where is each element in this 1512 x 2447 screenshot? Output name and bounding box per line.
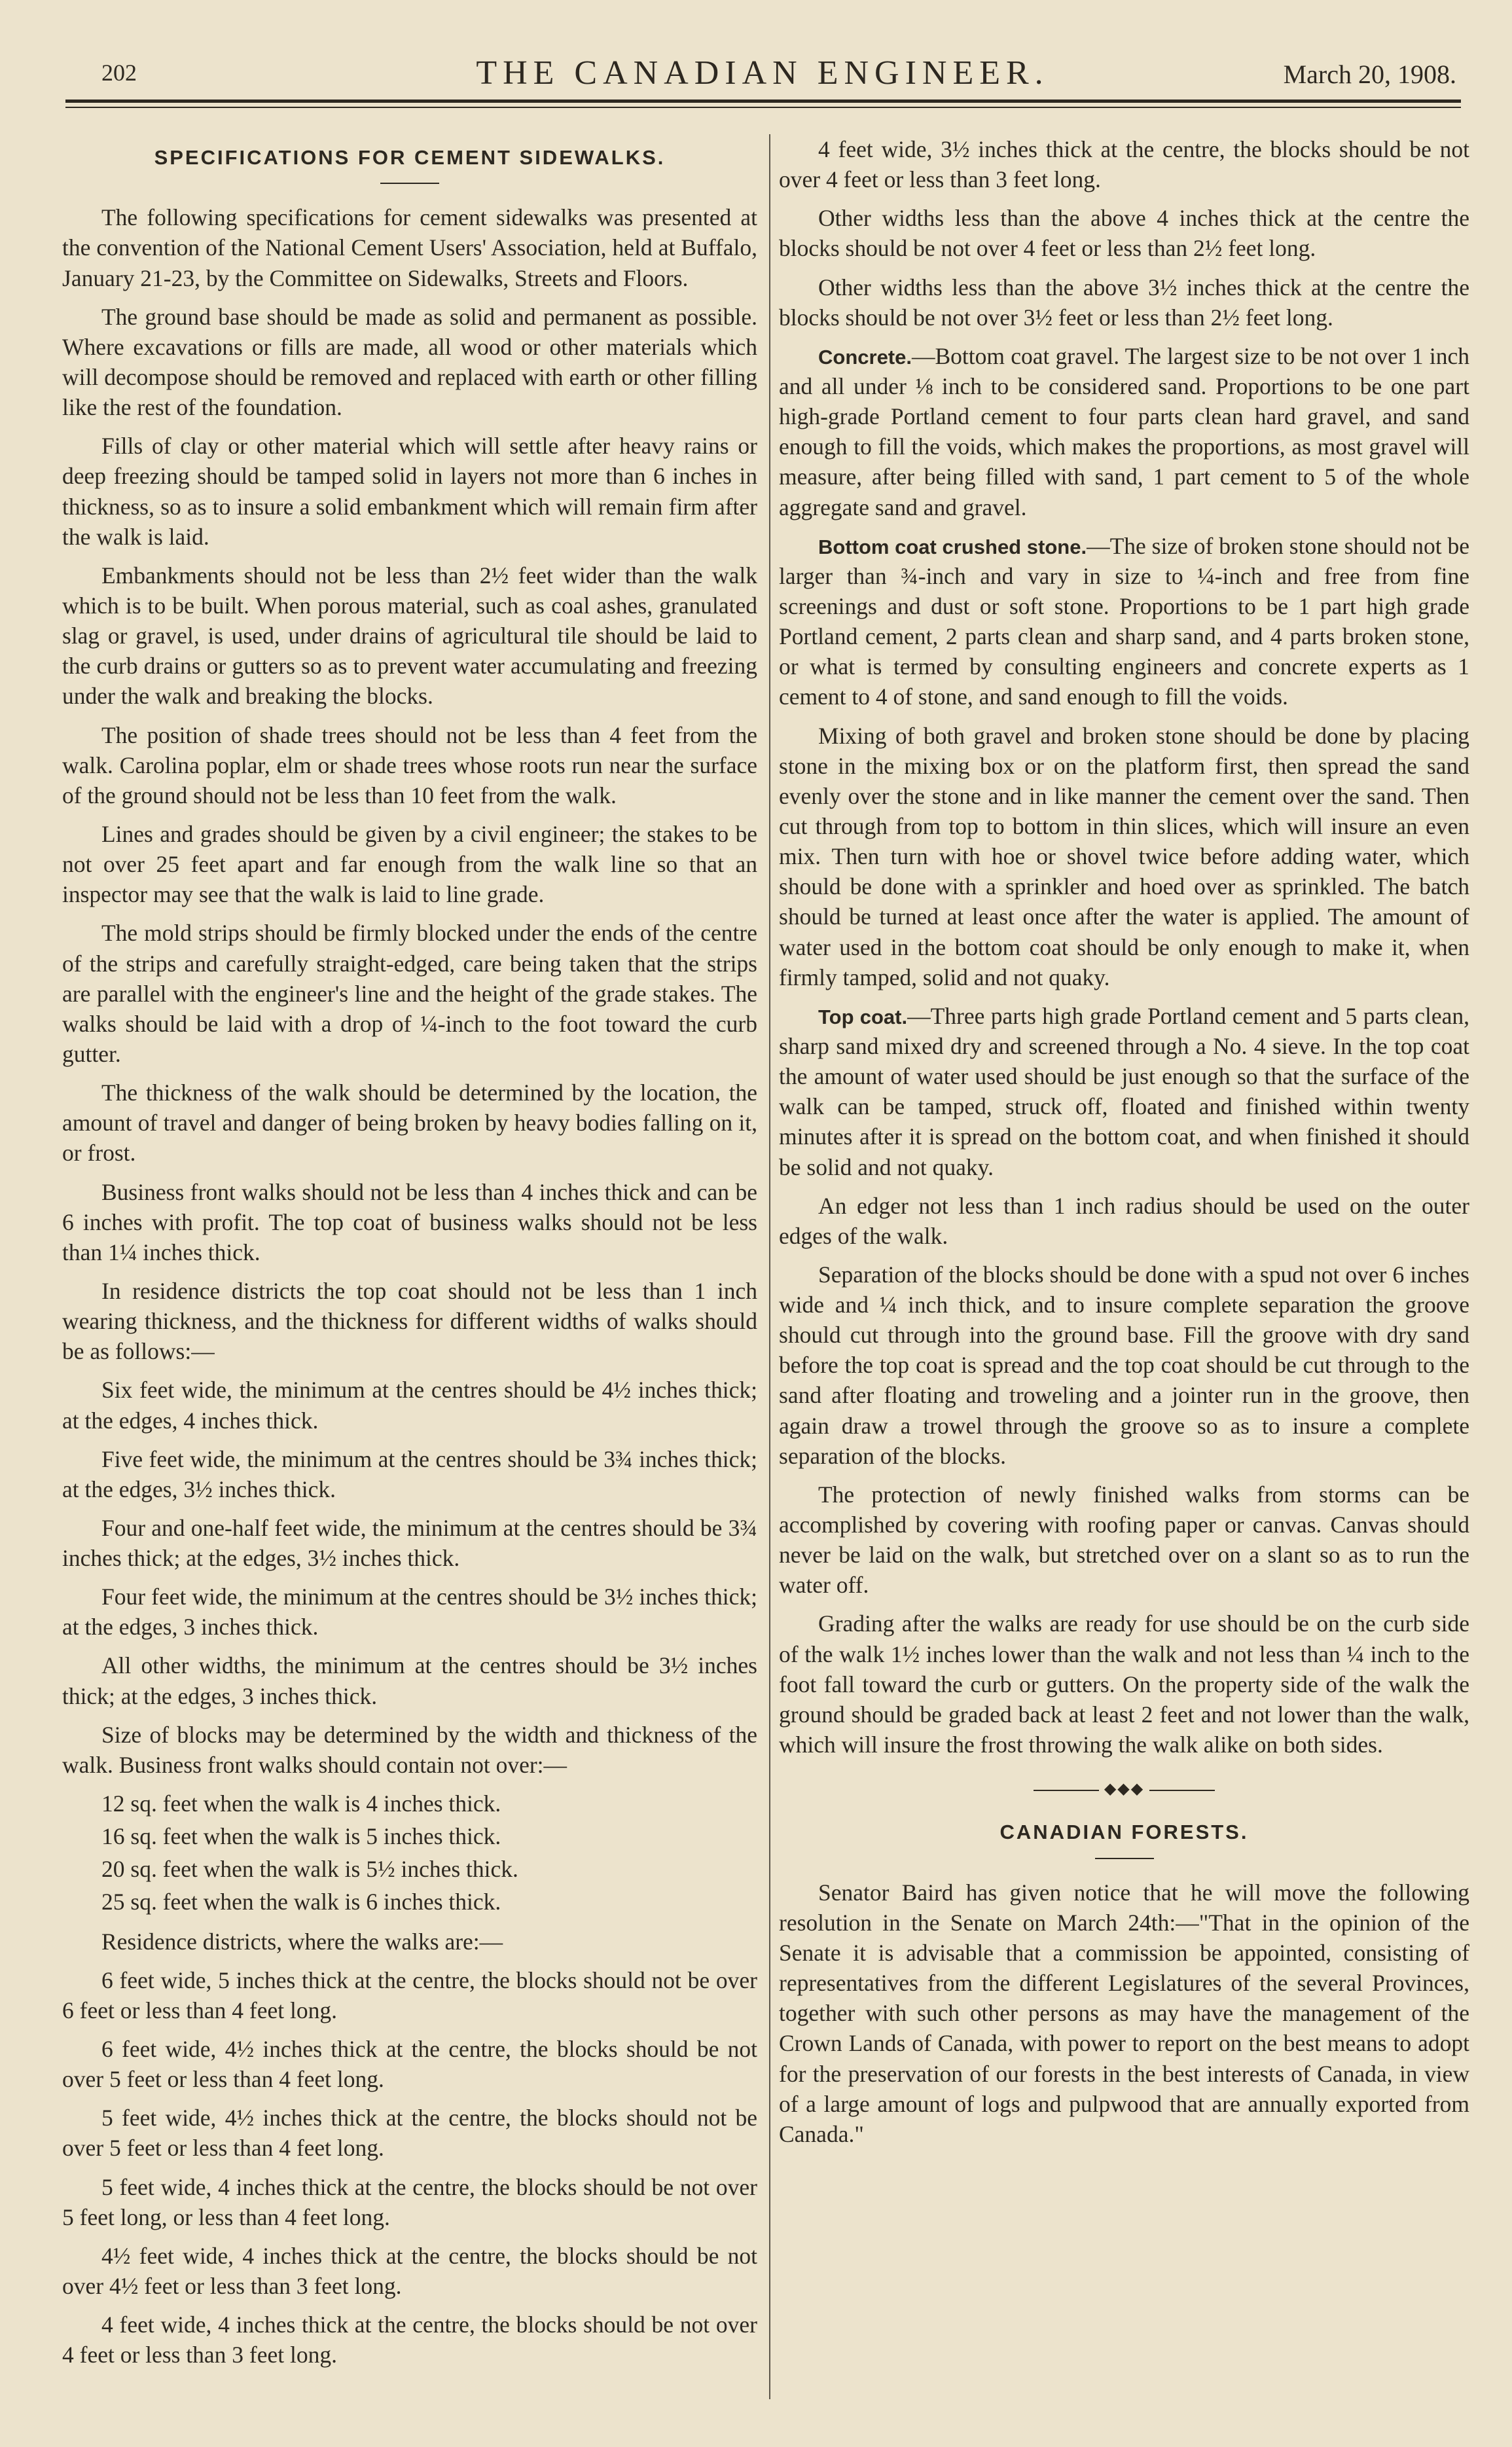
paragraph-bottom-coat <box>779 531 1469 712</box>
paragraph: Six feet wide, the minimum at the centres should be 4½ inches thick; at the edges, 4 inches thick. <box>62 1377 757 1434</box>
paragraph: Four and one-half feet wide, the minimum at the centres should be 3¾ inches thick; at the edges, 3½ inches thick. <box>62 1514 757 1572</box>
paragraph: The following specifications for cement sidewalks was presented at the convention of the National Cement Users' Association, held at Buffalo, January 21-23, by the Committee on Sidewalks, Streets and Floors. <box>62 204 757 291</box>
paragraph: 4½ feet wide, 4 inches thick at the centre, the blocks should be not over 4½ feet or less than 3 feet long. <box>62 2242 757 2300</box>
paragraph: Five feet wide, the minimum at the centres should be 3¾ inches thick; at the edges, 3½ inches thick. <box>62 1445 757 1502</box>
paragraph: The mold strips should be firmly blocked under the ends of the centre of the strips and carefully straight-edged, care being taken that the strips are parallel with the engineer's line and the height of the grade stakes. The walks should be laid with a drop of ¼-inch to the foot toward the curb gutter. <box>62 920 757 1067</box>
header-rule-thin <box>65 107 1461 108</box>
paragraph: Residence districts, where the walks are:— <box>101 1928 503 1955</box>
list-item: 12 sq. feet when the walk is 4 inches thick. <box>101 1790 501 1817</box>
paragraph: 6 feet wide, 4½ inches thick at the centre, the blocks should be not over 5 feet or less than 4 feet long. <box>62 2036 757 2093</box>
run-in-heading: Concrete. <box>818 345 912 369</box>
issue-date: March 20, 1908. <box>1283 60 1456 89</box>
paragraph-text: —Bottom coat gravel. The largest size to be not over 1 inch and all under ⅛ inch to be considered sand. Proportions to be one part high-grade Portland cement to four parts clean hard gravel, and sand enough to fill the voids, which makes the proportions, as most gravel will measure, after being filled with sand, 1 part cement to 5 of the whole aggregate sand and gravel. <box>779 342 1469 520</box>
run-in-heading: Top coat. <box>818 1005 908 1028</box>
journal-title: THE CANADIAN ENGINEER. <box>476 54 1049 92</box>
paragraph-top-coat <box>779 1001 1469 1182</box>
paragraph: 4 feet wide, 3½ inches thick at the centre, the blocks should be not over 4 feet or less than 3 feet long. <box>779 136 1469 193</box>
paragraph-text: —The size of broken stone should not be larger than ¾-inch and vary in size to ¼-inch and free from fine screenings and dust or soft stone. Proportions to be 1 part high grade Portland cement, 2 parts clean and sharp sand, and 4 parts broken stone, or what is termed by consulting engineers and concrete experts as 1 cement to 4 of stone, and sand enough to fill the voids. <box>779 532 1469 710</box>
paragraph: Four feet wide, the minimum at the centres should be 3½ inches thick; at the edges, 3 inches thick. <box>62 1584 757 1640</box>
list-item: 25 sq. feet when the walk is 6 inches thick. <box>101 1889 501 1915</box>
paragraph: All other widths, the minimum at the centres should be 3½ inches thick; at the edges, 3 inches thick. <box>62 1652 757 1709</box>
paragraph: The ground base should be made as solid and permanent as possible. Where excavations or fills are made, all wood or other materials which will decompose should be removed and replaced with earth or other filling like the rest of the foundation. <box>62 303 757 421</box>
paragraph: 5 feet wide, 4 inches thick at the centre, the blocks should be not over 5 feet long, or less than 4 feet long. <box>62 2173 757 2230</box>
left-column <box>62 134 757 2412</box>
article-title: CANADIAN FORESTS. <box>999 1821 1249 1844</box>
paragraph: Fills of clay or other material which will settle after heavy rains or deep freezing should be tamped solid in layers not more than 6 inches in thickness, so as to insure a solid embankment which will remain firm after the walk is laid. <box>62 433 757 550</box>
list-item: 16 sq. feet when the walk is 5 inches thick. <box>101 1823 501 1850</box>
paragraph: Embankments should not be less than 2½ feet wider than the walk which is to be built. When porous material, such as coal ashes, granulated slag or gravel, is used, under drains of agricultural tile should be laid to the curb drains or gutters so as to prevent water accumulating and freezing under the walk and breaking the blocks. <box>62 562 757 710</box>
header-rule-thick <box>65 100 1461 103</box>
page-header <box>62 51 1463 97</box>
title-rule <box>1095 1858 1154 1859</box>
article-title: SPECIFICATIONS FOR CEMENT SIDEWALKS. <box>154 146 666 169</box>
paragraph: Mixing of both gravel and broken stone should be done by placing stone in the mixing box or on the platform first, then spread the sand evenly over the stone and in like manner the cement over the sand. Then cut through from top to bottom in thin slices, which will insure an even mix. Then turn with hoe or shovel twice before adding water, which should be done with a sprinkler and hoed over as sprinkled. The batch should be turned at least once after the water is applied. The amount of water used in the bottom coat should be only enough to make it, when firmly tamped, solid and not quaky. <box>779 722 1469 990</box>
section-ornament: ◆◆◆ <box>779 1779 1469 1800</box>
title-rule <box>380 183 439 184</box>
page-number: 202 <box>101 60 137 86</box>
column-divider <box>769 134 770 2399</box>
list-item: 20 sq. feet when the walk is 5½ inches thick. <box>101 1856 518 1883</box>
paragraph: Lines and grades should be given by a civil engineer; the stakes to be not over 25 feet apart and far enough from the walk line so that an inspector may see that the walk is laid to line grade. <box>62 820 757 908</box>
paragraph-text: —Three parts high grade Portland cement and 5 parts clean, sharp sand mixed dry and screened through a No. 4 sieve. In the top coat the amount of water used should be just enough so that the surface of the walk can be tamped, struck off, floated and finished within twenty minutes after it is spread on the bottom coat, and when finished it should be solid and not quaky. <box>779 1002 1469 1180</box>
paragraph-concrete <box>779 341 1469 522</box>
paragraph: 4 feet wide, 4 inches thick at the centre, the blocks should be not over 4 feet or less than 3 feet long. <box>62 2311 757 2368</box>
paragraph: 6 feet wide, 5 inches thick at the centre, the blocks should not be over 6 feet or less than 4 feet long. <box>62 1967 757 2023</box>
paragraph: Business front walks should not be less than 4 inches thick and can be 6 inches with profit. The top coat of business walks should not be less than 1¼ inches thick. <box>62 1178 757 1265</box>
paragraph: Other widths less than the above 4 inches thick at the centre the blocks should be not over 4 feet or less than 2½ feet long. <box>779 205 1469 262</box>
paragraph: Other widths less than the above 3½ inches thick at the centre the blocks should be not over 3½ feet or less than 2½ feet long. <box>779 274 1469 331</box>
run-in-heading: Bottom coat crushed stone. <box>818 535 1087 558</box>
paragraph: An edger not less than 1 inch radius should be used on the outer edges of the walk. <box>779 1192 1469 1249</box>
paragraph: Grading after the walks are ready for use should be on the curb side of the walk 1½ inches lower than the walk and not less than ¼ inch to the foot fall toward the curb or gutters. On the property side of the walk the ground should be graded back at least 2 feet and not lower than the walk, which will insure the frost throwing the walk alike on both sides. <box>779 1610 1469 1758</box>
paragraph: The thickness of the walk should be determined by the location, the amount of travel and danger of being broken by heavy bodies falling on it, or frost. <box>62 1079 757 1167</box>
paragraph: In residence districts the top coat should not be less than 1 inch wearing thickness, and the thickness for different widths of walks should be as follows:— <box>62 1277 757 1365</box>
right-column <box>779 134 1469 2412</box>
paragraph: Separation of the blocks should be done with a spud not over 6 inches wide and ¼ inch thick, and to insure complete separation the groove should cut through into the ground base. Fill the groove with dry sand before the top coat is spread and the top coat should be cut through to the sand after floating and troweling and a jointer run in the groove, then again draw a trowel through the groove so as to insure a complete separation of the blocks. <box>779 1261 1469 1469</box>
paragraph: Senator Baird has given notice that he will move the following resolution in the Senate on March 24th:—"That in the opinion of the Senate it is advisable that a commission be appointed, consisting of representatives from the different Legislatures of the several Provinces, together with such other persons as may have the management of the Crown Lands of Canada, with power to report on the best means to adopt for the preservation of our forests in the best interests of Canada, in view of a large amount of logs and pulpwood that are annually exported from Canada." <box>779 1879 1469 2147</box>
paragraph: 5 feet wide, 4½ inches thick at the centre, the blocks should not be over 5 feet or less than 4 feet long. <box>62 2105 757 2162</box>
paragraph: The protection of newly finished walks from storms can be accomplished by covering with roofing paper or canvas. Canvas should never be laid on the walk, but stretched over on a slant so as to run the water off. <box>779 1481 1469 1599</box>
paragraph: Size of blocks may be determined by the width and thickness of the walk. Business front walks should contain not over:— <box>62 1721 757 1778</box>
paragraph: The position of shade trees should not be less than 4 feet from the walk. Carolina poplar, elm or shade trees whose roots run near the surface of the ground should not be less than 10 feet from the walk. <box>62 721 757 808</box>
